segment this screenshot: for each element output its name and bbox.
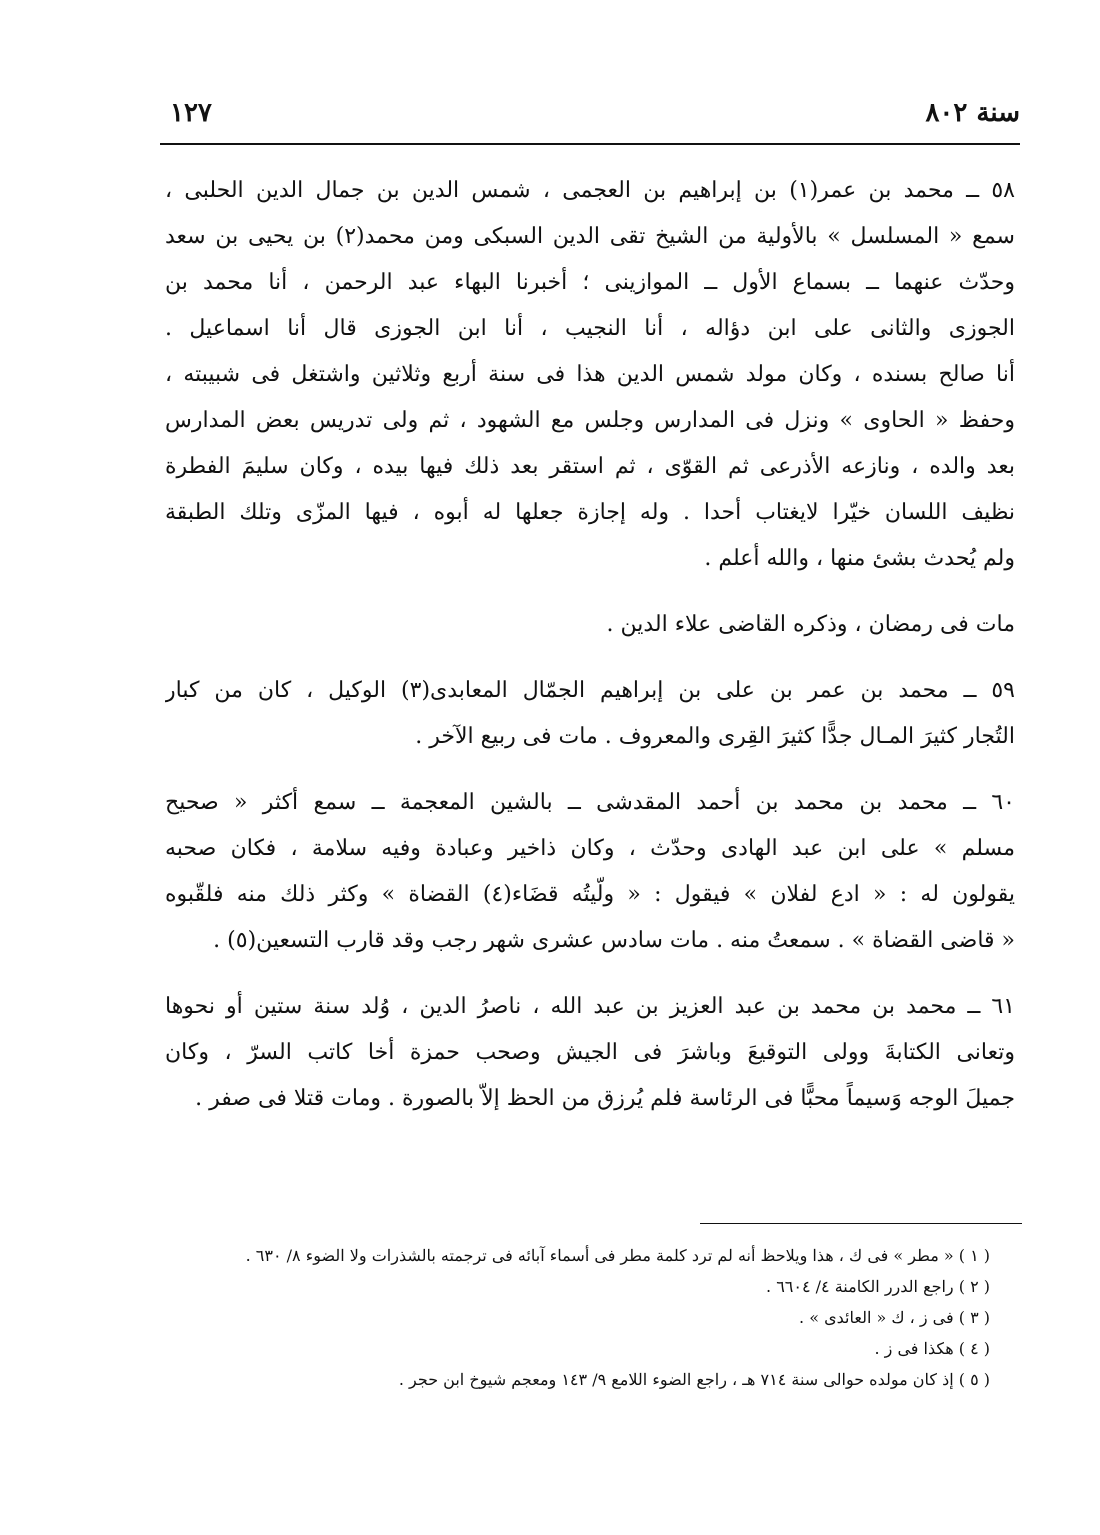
text-line: وحفظ « الحاوى » ونزل فى المدارس وجلس مع الشهود ، ثم ولى تدريس بعض المدارس	[165, 408, 1015, 433]
entry-61	[165, 984, 1015, 1122]
text-line: وحدّث عنهما ــ بسماع الأول ــ الموازينى ؛ أخبرنا البهاء عبد الرحمن ، أنا محمد بن	[165, 270, 1015, 295]
text-line: أنا صالح بسنده ، وكان مولد شمس الدين هذا فى سنة أربع وثلاثين واشتغل فى شبيبته ،	[165, 362, 1015, 387]
footnote-rule	[700, 1223, 1022, 1224]
header-rule	[160, 143, 1020, 145]
text-line: وتعانى الكتابةَ وولى التوقيعَ وباشرَ فى الجيش وصحب حمزة أخا كاتب السرّ ، وكان	[165, 1040, 1015, 1065]
text-line: بعد والده ، ونازعه الأذرعى ثم القوّى ، ثم استقر بعد ذلك فيها بيده ، وكان سليمَ الفطرة	[165, 454, 1015, 479]
text-line: ولم يُحدث بشئ منها ، والله أعلم .	[704, 546, 1015, 571]
entry-59	[165, 668, 1015, 760]
text-line: ٦١ ــ محمد بن محمد بن عبد العزيز بن عبد الله ، ناصرُ الدين ، وُلد سنة ستين أو نحوها	[165, 994, 1015, 1019]
running-head-year: سنة ٨٠٢	[925, 98, 1020, 128]
text-line: مات فى رمضان ، وذكره القاضى علاء الدين .	[606, 612, 1015, 637]
footnote-4: ( ٤ ) هكذا فى ز .	[874, 1339, 990, 1358]
main-text	[165, 168, 1015, 1122]
text-line: مسلم » على ابن عبد الهادى وحدّث ، وكان ذاخير وعبادة وفيه سلامة ، فكان صحبه	[165, 836, 1015, 861]
page-header	[160, 98, 1020, 138]
text-line: ٦٠ ــ محمد بن محمد بن أحمد المقدشى ــ بالشين المعجمة ــ سمع أكثر « صحيح	[165, 790, 1015, 815]
page-number: ١٢٧	[170, 98, 212, 128]
text-line: يقولون له : « ادع لفلان » فيقول : « ولّيتُه قضَاء(٤) القضاة » وكثر ذلك منه فلقّبوه	[165, 882, 1015, 907]
entry-58-death-note	[165, 602, 1015, 648]
text-line: « قاضى القضاة » . سمعتُ منه . مات سادس عشرى شهر رجب وقد قارب التسعين(٥) .	[213, 928, 1015, 953]
text-line: التُجار كثيرَ المـال جدًّا كثيرَ القِرى والمعروف . مات فى ربيع الآخر .	[415, 724, 1015, 749]
text-line: الجوزى والثانى على ابن دؤاله ، أنا النجيب ، أنا ابن الجوزى قال أنا اسماعيل .	[165, 316, 1015, 341]
footnotes	[230, 1240, 990, 1395]
entry-58	[165, 168, 1015, 582]
footnote-5: ( ٥ ) إذ كان مولده حوالى سنة ٧١٤ هـ ، راجع الضوء اللامع ٩/ ١٤٣ ومعجم شيوخ ابن حجر .	[398, 1370, 990, 1389]
footnote-1: ( ١ ) « مطر » فى ك ، هذا ويلاحظ أنه لم ترد كلمة مطر فى أسماء آبائه فى ترجمته بالشذرات ولا الضوء ٨/ ٦٣٠ .	[245, 1246, 990, 1265]
text-line: ٥٨ ــ محمد بن عمر(١) بن إبراهيم بن العجمى ، شمس الدين بن جمال الدين الحلبى ،	[165, 178, 1015, 203]
text-line: نظيف اللسان خيّرا لايغتاب أحدا . وله إجازة جعلها له أبوه ، فيها المزّى وتلك الطبقة	[165, 500, 1015, 525]
text-line: سمع « المسلسل » بالأولية من الشيخ تقى الدين السبكى ومن محمد(٢) بن يحيى بن سعد	[165, 224, 1015, 249]
footnote-3: ( ٣ ) فى ز ، ك « العائدى » .	[799, 1308, 990, 1327]
entry-60	[165, 780, 1015, 964]
text-line: ٥٩ ــ محمد بن عمر بن على بن إبراهيم الجمّال المعابدى(٣) الوكيل ، كان من كبار	[165, 678, 1015, 703]
footnote-2: ( ٢ ) راجع الدرر الكامنة ٤/ ٦٦٠٤ .	[766, 1277, 990, 1296]
text-line: جميلَ الوجه وَسيماً محبًّا فى الرئاسة فلم يُرزق من الحظ إلاّ بالصورة . ومات قتلا فى صفر .	[195, 1086, 1015, 1111]
